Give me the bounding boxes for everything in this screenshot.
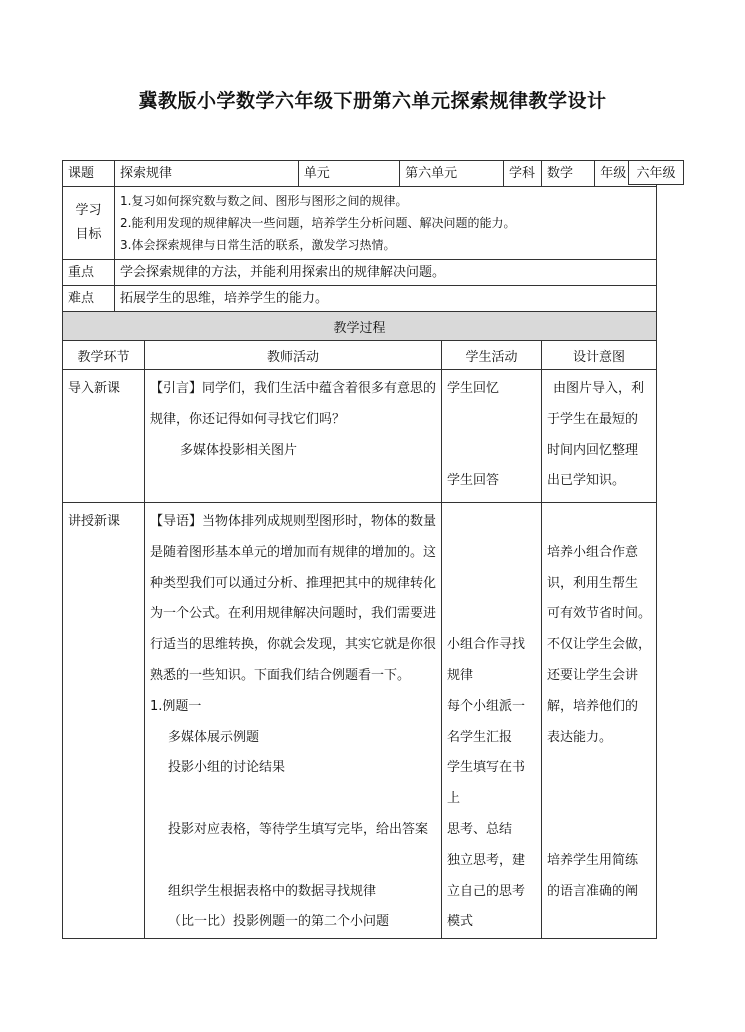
grade-value: 六年级 <box>628 160 684 185</box>
lesson-plan-table <box>62 160 657 939</box>
goals-label: 学习 目标 <box>63 187 115 260</box>
difficulty-row <box>63 286 657 312</box>
goal-item: 2.能利用发现的规律解决一些问题，培养学生分析问题、解决问题的能力。 <box>120 216 516 230</box>
subject-label: 学科 <box>504 161 542 187</box>
difficulty-label: 难点 <box>63 286 115 312</box>
info-row <box>63 161 657 187</box>
process-header-row <box>63 341 657 370</box>
teacher-new-lesson: 【导语】当物体排列成规则型图形时，物体的数量 是随着图形基本单元的增加而有规律的增加的。这 种类型我们可以通过分析、推理把其中的规律转化 为一个公式。在利用规律解决问题时，我们需要进 行适当的思维转换，你就会发现，其实它就是你很 熟悉的一些知识。下面我们结合例题看一下。 1.例题一 多媒体展示例题 投影小组的讨论结果 投影对应表格，等待学生填写完毕，给出答案 组织学生根据表格中的数据寻找规律 （比一比）投影例题一的第二个小问题 <box>145 503 442 939</box>
intro-row <box>63 370 657 503</box>
new-lesson-row <box>63 503 657 939</box>
topic-label: 课题 <box>63 161 115 187</box>
teacher-intro: 【引言】同学们，我们生活中蕴含着很多有意思的 规律，你还记得如何寻找它们吗？ 多媒体投影相关图片 <box>145 370 442 503</box>
intent-new-lesson: 培养小组合作意 识，利用生帮生 可有效节省时间。 不仅让学生会做， 还要让学生会讲 解，培养他们的 表达能力。 培养学生用简练 的语言准确的阐 <box>542 503 657 939</box>
header-student: 学生活动 <box>442 341 542 370</box>
key-point-text: 学会探索规律的方法，并能利用探索出的规律解决问题。 <box>115 260 657 286</box>
stage-intro: 导入新课 <box>63 370 145 503</box>
header-teacher: 教师活动 <box>145 341 442 370</box>
goals-list <box>115 187 657 260</box>
unit-label: 单元 <box>298 161 399 187</box>
goals-row <box>63 187 657 260</box>
subject-value: 数学 <box>542 161 595 187</box>
goal-item: 3.体会探索规律与日常生活的联系，激发学习热情。 <box>120 238 396 252</box>
goal-item: 1.复习如何探究数与数之间、图形与图形之间的规律。 <box>120 194 408 208</box>
unit-value: 第六单元 <box>400 161 504 187</box>
document-title: 冀教版小学数学六年级下册第六单元探索规律教学设计 <box>138 90 607 112</box>
header-stage: 教学环节 <box>63 341 145 370</box>
topic-value: 探索规律 <box>115 161 299 187</box>
process-title: 教学过程 <box>63 312 657 341</box>
intent-intro: 由图片导入，利 于学生在最短的 时间内回忆整理 出已学知识。 <box>542 370 657 503</box>
difficulty-text: 拓展学生的思维，培养学生的能力。 <box>115 286 657 312</box>
header-intent: 设计意图 <box>542 341 657 370</box>
student-intro: 学生回忆 学生回答 <box>442 370 542 503</box>
key-point-label: 重点 <box>63 260 115 286</box>
student-new-lesson: 小组合作寻找 规律 每个小组派一 名学生汇报 学生填写在书 上 思考、总结 独立思考，建 立自己的思考 模式 <box>442 503 542 939</box>
grade-label: 年级 <box>600 166 627 181</box>
key-point-row <box>63 260 657 286</box>
stage-new-lesson: 讲授新课 <box>63 503 145 939</box>
